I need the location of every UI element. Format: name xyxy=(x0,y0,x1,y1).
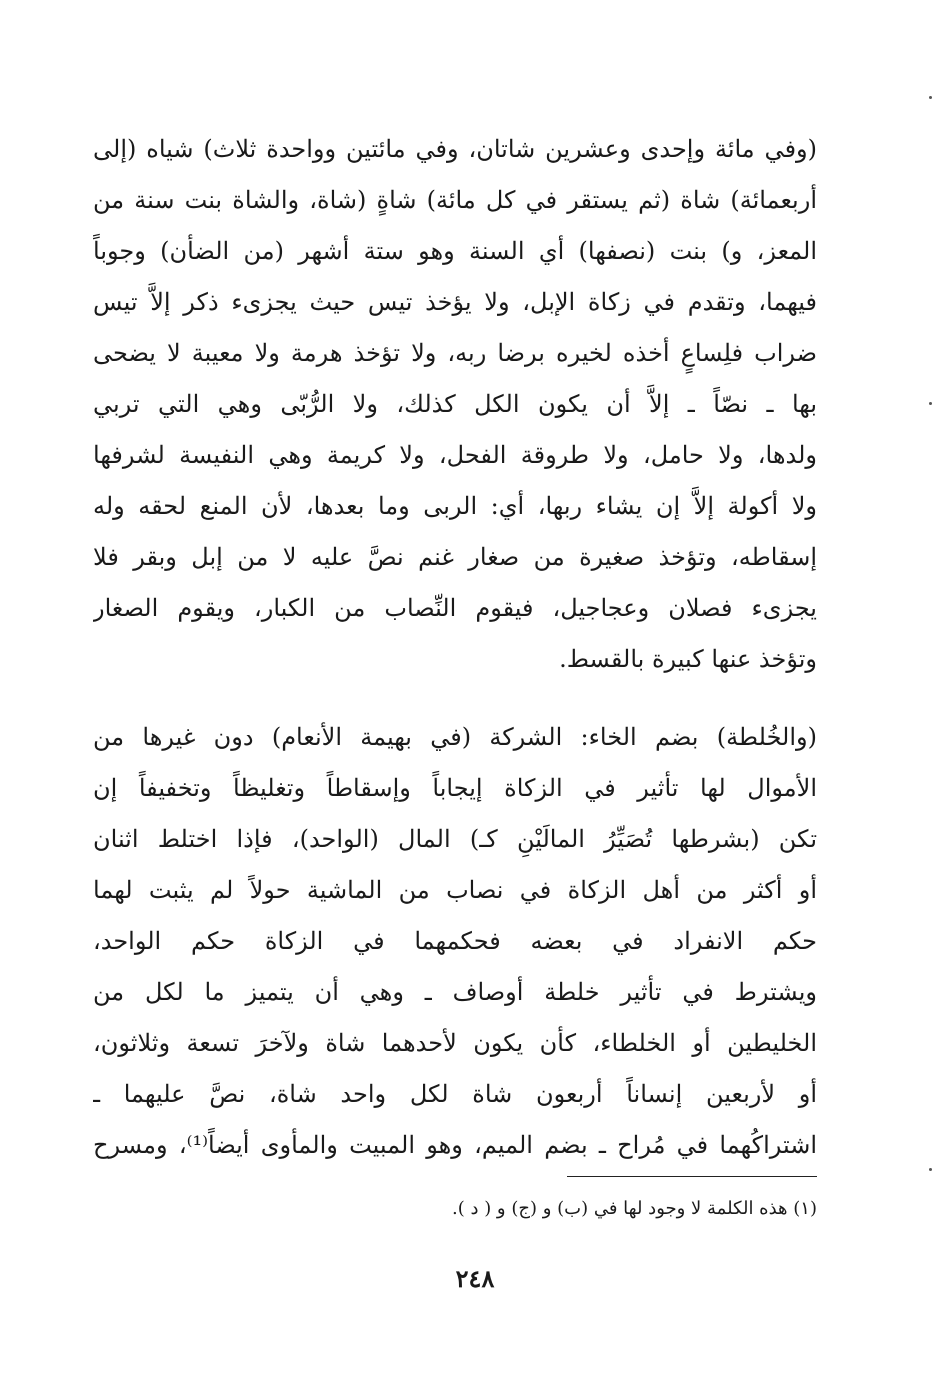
scan-mark xyxy=(929,402,932,405)
paragraph-2 xyxy=(93,712,817,1171)
text-line: بها ـ نصّاً ـ إلاَّ أن يكون الكل كذلك، ولا الرُّبّى وهي التي تربي xyxy=(93,390,817,418)
text-line: أربعمائة) شاة (ثم يستقر في كل مائة) شاةٍ (شاة، والشاة بنت سنة من xyxy=(93,186,817,214)
text-line: ويشترط في تأثير خلطة أوصاف ـ وهي أن يتميز ما لكل من xyxy=(93,978,817,1006)
text-line: إسقاطه، وتؤخذ صغيرة من صغار غنم نصَّ عليه لا من إبل وبقر فلا xyxy=(93,543,817,571)
text-line: أو لأربعين إنساناً أربعون شاة لكل واحد شاة، نصَّ عليهما ـ xyxy=(93,1080,817,1108)
text-line: (وفي مائة وإحدى وعشرين شاتان، وفي مائتين وواحدة ثلاث) شياه (إلى xyxy=(93,135,817,163)
scan-mark xyxy=(929,1168,932,1171)
scan-mark xyxy=(929,96,932,99)
footnote-separator xyxy=(567,1176,817,1177)
text-line: أو أكثر من أهل الزكاة في نصاب من الماشية حولاً لم يثبت لهما xyxy=(93,876,817,904)
text-line: الأموال لها تأثير في الزكاة إيجاباً وإسقاطاً وتغليظاً وتخفيفاً إن xyxy=(93,774,817,802)
text-line: الخليطين أو الخلطاء، كأن يكون لأحدهما شاة ولآخرَ تسعة وثلاثون، xyxy=(93,1029,817,1057)
paragraph-1 xyxy=(93,124,817,685)
text-line: حكم الانفراد في بعضه فحكمهما في الزكاة حكم الواحد، xyxy=(93,927,817,955)
text-line: يجزىء فصلان وعجاجيل، فيقوم النِّصاب من الكبار، ويقوم الصغار xyxy=(93,594,817,622)
text-line: ولا أكولة إلاَّ إن يشاء ربها، أي: الربى وما بعدها، لأن المنع لحقه وله xyxy=(93,492,817,520)
text-line: وتؤخذ عنها كبيرة بالقسط. xyxy=(559,645,817,673)
text-line: فيهما، وتقدم في زكاة الإبل، ولا يؤخذ تيس حيث يجزىء ذكر إلاَّ تيس xyxy=(93,288,817,316)
text-line: تكن (بشرطها تُصَيِّرُ المالَيْنِ كـ) المال (الواحد)، فإذا اختلط اثنان xyxy=(93,825,817,853)
footnote: (١) هذه الكلمة لا وجود لها في (ب) و (ج) و ( د ). xyxy=(451,1198,817,1219)
text-line: ضراب فلِساعٍ أخذه لخيره برضا ربه، ولا تؤخذ هرمة ولا معيبة لا يضحى xyxy=(93,339,817,367)
text-line: المعز، و) بنت (نصفها) أي السنة وهو ستة أشهر (من الضأن) وجوباً xyxy=(93,237,817,265)
text-line: ولدها، ولا حامل، ولا طروقة الفحل، ولا كريمة وهي النفيسة لشرفها xyxy=(93,441,817,469)
text-line: (والخُلطة) بضم الخاء: الشركة (في بهيمة الأنعام) دون غيرها من xyxy=(93,723,817,751)
text-line: اشتراكُهما في مُراح ـ بضم الميم، وهو المبيت والمأوى أيضاً⁽¹⁾، ومسرح xyxy=(93,1131,817,1159)
page-number: ٢٤٨ xyxy=(455,1264,495,1293)
